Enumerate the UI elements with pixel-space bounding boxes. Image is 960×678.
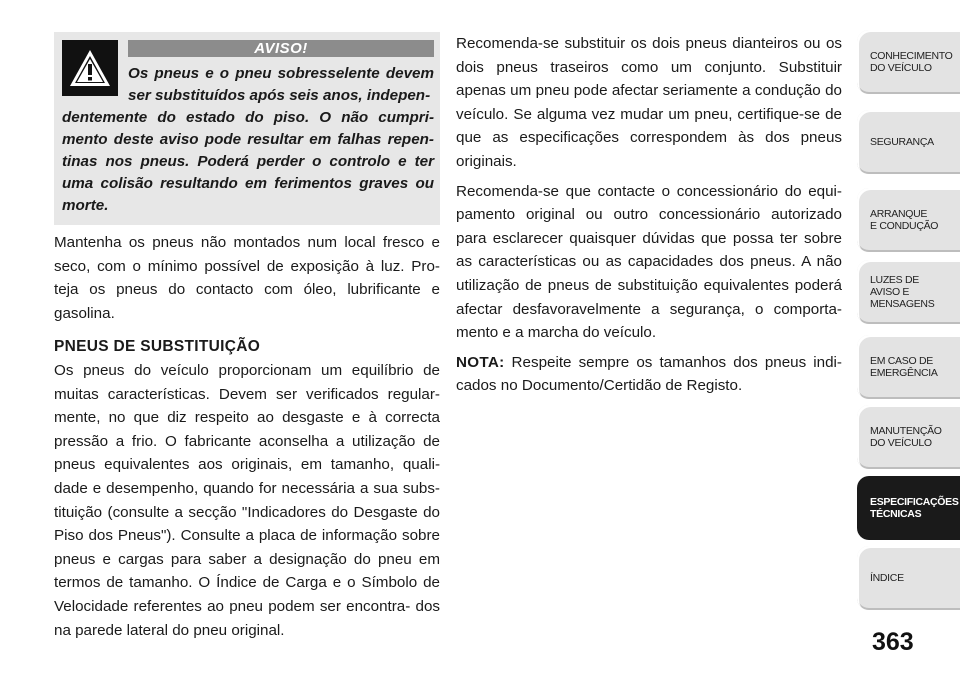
tab-conhecimento-do-veiculo[interactable] xyxy=(857,30,960,94)
right-column xyxy=(456,32,842,404)
tab-label: E CONDUÇÃO xyxy=(870,220,939,232)
tab-label: AVISO E xyxy=(870,286,910,298)
tab-label: MANUTENÇÃO xyxy=(870,425,942,437)
tab-label: CONHECIMENTO xyxy=(870,50,953,62)
note-text: Respeite sempre os tamanhos dos pneus indi- cados no Documento/Certidão de Registo. xyxy=(456,353,842,395)
tab-luzes-de-aviso[interactable] xyxy=(857,260,960,324)
note-paragraph xyxy=(456,351,842,398)
tab-especificacoes-tecnicas[interactable] xyxy=(857,476,960,540)
tab-label: MENSAGENS xyxy=(870,298,935,310)
note-label: NOTA: xyxy=(456,353,505,371)
tab-label: ARRANQUE xyxy=(870,208,928,220)
warning-title: AVISO! xyxy=(128,40,434,57)
warning-text-lead: Os pneus e o pneu sobresselente devem ser substituídos após seis anos, indepen- xyxy=(128,65,434,104)
recommendation-paragraph: Recomenda-se substituir os dois pneus dianteiros ou os dois pneus traseiros como um conjunto. Substituir apenas um pneu pode afectar seriamente a condução do veículo. Se alguma vez mudar um pneu, certifique-se de que as especificações correspondem às dos pneus originais. xyxy=(456,35,842,170)
tab-em-caso-de-emergencia[interactable] xyxy=(857,335,960,399)
tab-label: ÍNDICE xyxy=(870,572,904,584)
tab-label: DO VEÍCULO xyxy=(870,437,932,449)
tab-label: EM CASO DE xyxy=(870,355,933,367)
page-number: 363 xyxy=(872,628,914,656)
tab-label: SEGURANÇA xyxy=(870,136,934,148)
tab-label: ESPECIFICAÇÕES xyxy=(870,496,959,508)
tab-manutencao-do-veiculo[interactable] xyxy=(857,405,960,469)
warning-box xyxy=(54,32,440,225)
tab-arranque-e-conducao[interactable] xyxy=(857,188,960,252)
tab-label: TÉCNICAS xyxy=(870,508,922,520)
warning-text-body: dentemente do estado do piso. O não cumpri- mento deste aviso pode resultar em falhas repen- tinas nos pneus. Poderá perder o controlo e ter uma colisão resultando em ferimentos graves ou morte. xyxy=(62,109,434,214)
warning-triangle-icon xyxy=(62,40,118,96)
storage-paragraph: Mantenha os pneus não montados num local fresco e seco, com o mínimo possível de exposição à luz. Pro- teja os pneus do contacto com óleo, lubrificante e gasolina. xyxy=(54,234,440,322)
tab-label: LUZES DE xyxy=(870,274,919,286)
dealer-paragraph: Recomenda-se que contacte o concessionário do equi- pamento original ou outro concessionário autorizado para esclarecer quaisquer dúvidas que possa ter sobre as características ou as capacidades dos pneus. A não utilização de pneus de substituição equivalentes poderá afectar desfavoravelmente a segurança, o comporta- mento e a marcha do veículo. xyxy=(456,182,842,342)
section-heading: PNEUS DE SUBSTITUIÇÃO xyxy=(54,338,261,356)
tab-label: DO VEÍCULO xyxy=(870,62,932,74)
left-column xyxy=(54,32,440,648)
tab-label: EMERGÊNCIA xyxy=(870,367,938,379)
replacement-paragraph: Os pneus do veículo proporcionam um equilíbrio de muitas características. Devem ser verificados regular- mente, no que diz respeito ao desgaste e à correcta pressão a frio. O fabricante aconselha a utilização de pneus equivalentes aos originais, em tamanho, quali- dade e desempenho, quando for necessária a sua subs- tituição (consulte a secção "Indicadores do Desgaste do Piso dos Pneus"). Consulte a placa de informação sobre pneus e cargas para saber a designação do pneu em termos de tamanho. O Índice de Carga e o Símbolo de Velocidade referentes ao pneu podem ser encontra- dos na parede lateral do pneu original. xyxy=(54,361,440,639)
tab-indice[interactable] xyxy=(857,546,960,610)
tab-seguranca[interactable] xyxy=(857,110,960,174)
